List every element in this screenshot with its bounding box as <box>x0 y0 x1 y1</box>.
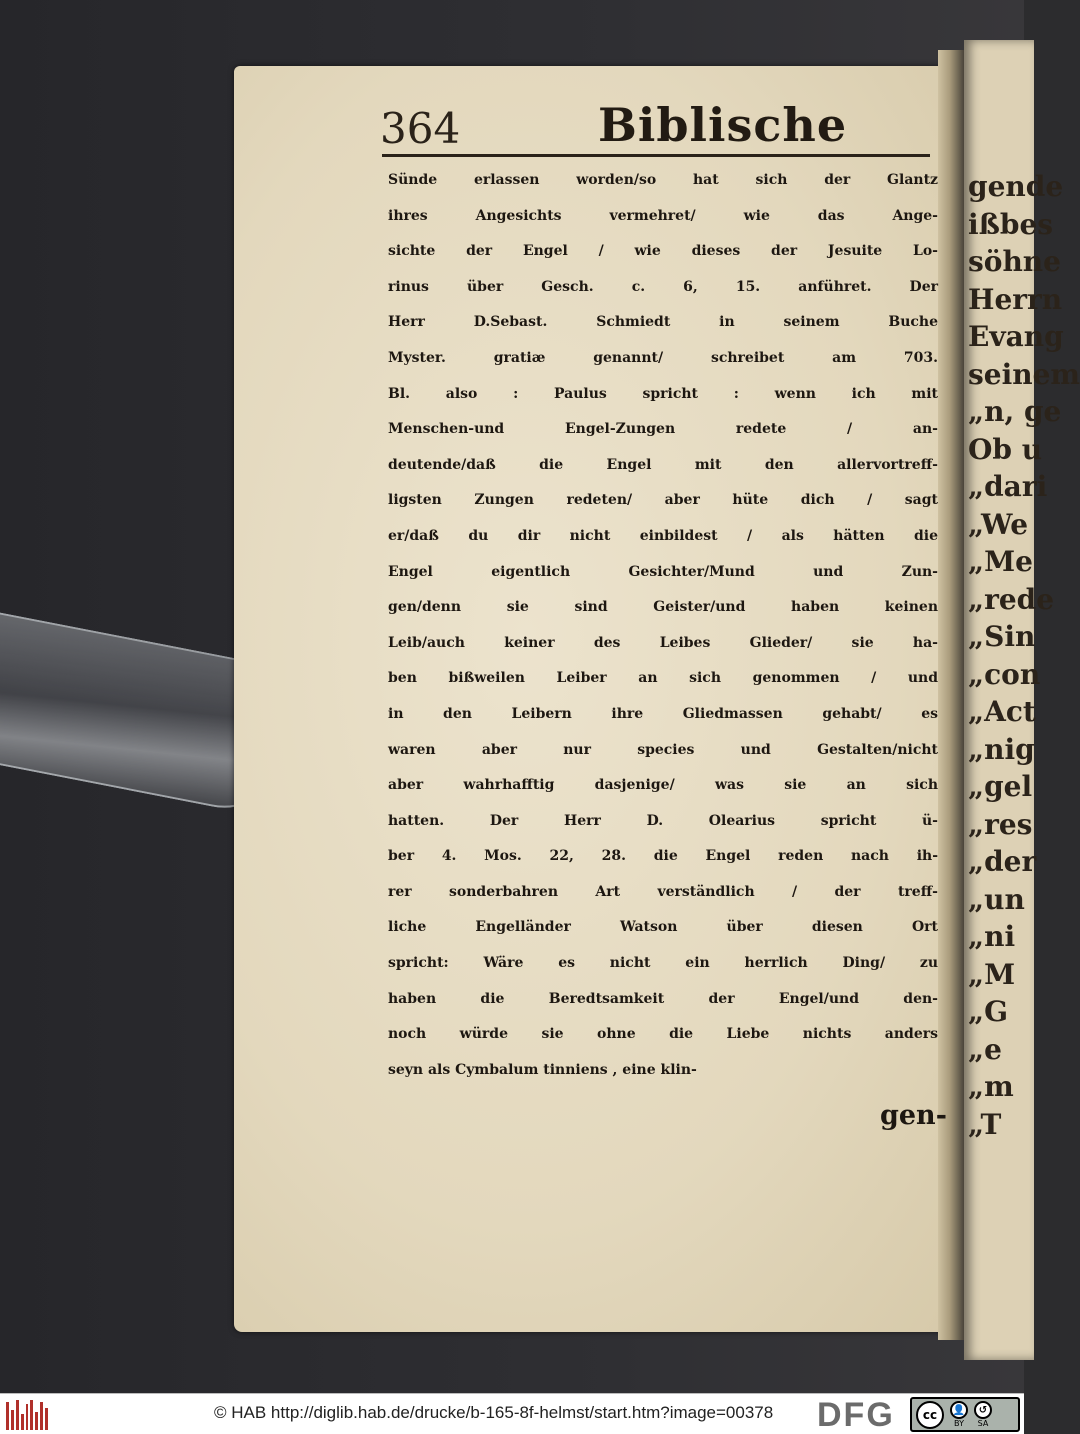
text-line: ben bißweilen Leiber an sich genommen / und <box>388 670 938 687</box>
text-line: in den Leibern ihre Gliedmassen gehabt/ es <box>388 705 938 722</box>
text-line: Sünde erlassen worden/so hat sich der Glantz <box>388 172 938 188</box>
text-line: liche Engelländer Watson über diesen Ort <box>388 919 938 936</box>
next-page-text-fragment: „We <box>968 507 1029 541</box>
next-page-text-fragment: „nig <box>968 732 1035 766</box>
next-page-text-fragment: „ni <box>968 920 1016 953</box>
next-page-text-fragment: „M <box>968 957 1016 991</box>
next-page-text-fragment: „e <box>968 1032 1002 1066</box>
next-page-text-fragment: gende <box>968 170 1064 203</box>
next-page-text-fragment: Evang <box>968 320 1064 353</box>
page-body-text <box>388 163 938 1088</box>
text-line: Herr D.Sebast. Schmiedt in seinem Buche <box>388 314 938 331</box>
text-line: aber wahrhafftig dasjenige/ was sie an sich <box>388 777 938 794</box>
text-line: Myster. gratiæ genannt/ schreibet am 703. <box>388 349 938 366</box>
text-line: waren aber nur species und Gestalten/nicht <box>388 741 938 758</box>
text-line: ber 4. Mos. 22, 28. die Engel reden nach ih- <box>388 848 938 865</box>
cc-icon: cc <box>916 1401 944 1429</box>
by-icon: 👤 BY <box>950 1401 968 1428</box>
next-page-edge <box>964 40 1080 1360</box>
page-number: 364 <box>380 104 461 153</box>
next-page-text-fragment: ißbes <box>968 207 1054 241</box>
next-page-text-fragment: „rede <box>968 582 1055 616</box>
text-line: er/daß du dir nicht einbildest / als hätten die <box>388 527 938 544</box>
next-page-text-fragment: „m <box>968 1070 1014 1103</box>
next-page-text-fragment: „T <box>968 1107 1002 1141</box>
cc-license-badge[interactable] <box>910 1397 1020 1432</box>
text-line: rer sonderbahren Art verständlich / der treff- <box>388 883 938 900</box>
catchword: gen- <box>880 1100 947 1131</box>
next-page-text-fragment: „Me <box>968 545 1033 578</box>
next-page-text-fragment: „Act <box>968 695 1036 728</box>
text-line: ligsten Zungen redeten/ aber hüte dich / sagt <box>388 492 938 509</box>
next-page-text-fragment: „G <box>968 995 1009 1028</box>
by-label: BY <box>954 1419 964 1428</box>
text-line: Menschen-und Engel-Zungen redete / an- <box>388 421 938 438</box>
hab-logo-icon <box>6 1398 48 1430</box>
text-line: seyn als Cymbalum tinniens , eine klin- <box>388 1061 697 1078</box>
next-page-text-fragment: „res <box>968 807 1033 841</box>
text-line: hatten. Der Herr D. Olearius spricht ü- <box>388 812 938 829</box>
next-page-text-fragment: seinem <box>968 357 1080 391</box>
text-line: Engel eigentlich Gesichter/Mund und Zun- <box>388 563 938 580</box>
next-page-text-fragment: „un <box>968 882 1025 916</box>
text-line: Leib/auch keiner des Leibes Glieder/ sie ha- <box>388 634 938 651</box>
text-line: spricht: Wäre es nicht ein herrlich Ding/ zu <box>388 955 938 972</box>
next-page-text-fragment: Ob u <box>968 432 1043 466</box>
next-page-text-fragment: söhne <box>968 245 1061 278</box>
text-line: haben die Beredtsamkeit der Engel/und den- <box>388 990 938 1007</box>
text-line: ihres Angesichts vermehret/ wie das Ange- <box>388 207 938 224</box>
text-line: sichte der Engel / wie dieses der Jesuite Lo- <box>388 243 938 260</box>
sa-label: SA <box>977 1419 989 1428</box>
next-page-text-fragment: „con <box>968 657 1041 691</box>
running-head: Biblische <box>598 98 848 152</box>
text-line: deutende/daß die Engel mit den allervortreff- <box>388 456 938 473</box>
next-page-text-fragment: „Sin <box>968 620 1036 653</box>
text-line: noch würde sie ohne die Liebe nichts anders <box>388 1026 938 1043</box>
next-page-text-fragment: „gel <box>968 770 1033 803</box>
next-page-text-fragment: Herrn <box>968 282 1063 316</box>
next-page-text-fragment: „der <box>968 845 1037 878</box>
text-line: Bl. also : Paulus spricht : wenn ich mit <box>388 385 938 402</box>
sa-icon: ↺ SA <box>974 1401 992 1428</box>
header-rule <box>382 154 930 157</box>
next-page-text-fragment: „n, ge <box>968 395 1062 428</box>
viewer-footer <box>0 1393 1024 1434</box>
text-line: gen/denn sie sind Geister/und haben keinen <box>388 599 938 616</box>
book-gutter <box>938 50 964 1340</box>
next-page-text-fragment: „dari <box>968 470 1048 503</box>
dfg-logo: DFG <box>817 1396 895 1434</box>
text-line: rinus über Gesch. c. 6, 15. anführet. Der <box>388 278 938 295</box>
citation-link[interactable]: © HAB http://diglib.hab.de/drucke/b-165-8f-helmst/start.htm?image=00378 <box>214 1403 774 1422</box>
